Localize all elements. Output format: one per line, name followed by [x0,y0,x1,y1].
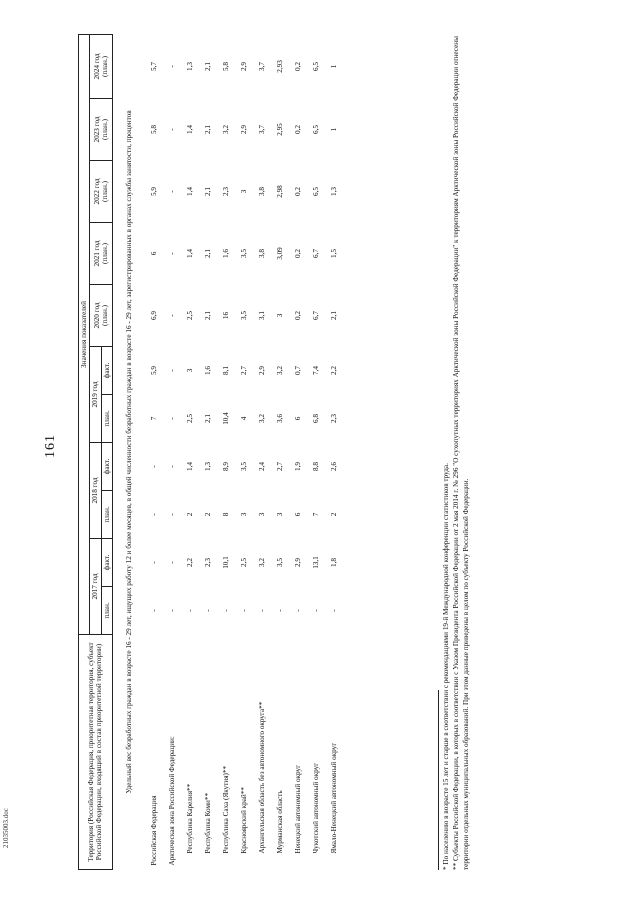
value-cell: 2 [329,512,338,517]
value-cell: - [167,513,176,516]
value-cell: 3 [185,368,194,373]
value-cell: 2,1 [329,311,338,320]
value-cell: - [149,513,158,516]
year-header-2017: 2017 год [90,539,101,635]
footnote-1: * По населению в возрасте 15 лет и старше в соответствии с рекомендациями 19-й Международной конференции статистиков труда. [442,463,450,870]
value-cell: 3,09 [275,247,284,260]
value-cell: 2,5 [185,311,194,320]
value-cell: - [167,65,176,68]
value-cell: - [203,609,212,612]
value-cell: 2,1 [203,187,212,196]
value-cell: 1,3 [185,61,194,71]
value-cell: 16 [221,311,230,320]
year-header-2019: 2019 год [90,347,101,443]
value-cell: - [275,609,284,612]
value-cell: 6,5 [311,187,320,196]
value-cell: 2 [203,512,212,517]
value-cell: 6,5 [311,61,320,71]
value-cell: 2,3 [329,414,338,423]
value-cell: - [149,561,158,564]
territory-name: Арктическая зона Российской Федерации: [167,736,176,866]
value-cell: 4 [239,416,248,421]
value-cell: - [149,465,158,468]
territory-name: Архангельская область без автономного округа** [257,701,266,854]
value-cell: 5,8 [221,61,230,71]
value-cell: - [167,190,176,193]
value-cell: 2,5 [239,558,248,567]
territory-name: Ненецкий автономный округ [293,764,302,854]
table-row [289,34,307,869]
value-cell: 2,9 [239,61,248,71]
value-cell: 7 [311,512,320,517]
table-row [199,34,217,869]
value-cell: 2,7 [275,462,284,471]
values-group-header: Значения показателей [79,34,90,634]
value-cell: - [293,609,302,612]
table-row [235,34,253,869]
value-cell: 0,2 [293,249,302,258]
value-cell: 1,3 [329,187,338,196]
plan-year-header-2020: 2020 год (план.) [90,285,113,347]
value-cell: - [221,609,230,612]
value-cell: 8 [221,512,230,517]
value-cell: 2,1 [203,125,212,134]
value-cell: 3,7 [257,125,266,134]
value-cell: 3,5 [239,462,248,471]
value-cell: 10,4 [221,412,230,425]
fact-subheader: факт. [101,539,112,587]
value-cell: 0,2 [293,187,302,196]
rotated-page-content [78,35,528,870]
plan-subheader: план. [101,491,112,539]
territory-name: Российская Федерация [149,795,158,866]
value-cell: 3,2 [221,125,230,134]
value-cell: - [329,609,338,612]
value-cell: 0,2 [293,311,302,320]
value-cell: - [311,609,320,612]
value-cell: 2,4 [257,462,266,471]
value-cell: 6,5 [311,125,320,134]
value-cell: 0,2 [293,61,302,71]
value-cell: 6 [293,512,302,517]
value-cell: 3,2 [275,366,284,375]
indicator-table [78,34,343,870]
value-cell: 8,1 [221,366,230,375]
value-cell: - [167,128,176,131]
plan-year-header-2023: 2023 год (план.) [90,99,113,161]
territory-name: Красноярский край** [239,787,248,854]
territory-name: Республика Карелия** [185,783,194,854]
value-cell: 2,1 [203,414,212,423]
value-cell: 2,9 [293,558,302,567]
table-row [325,34,343,869]
value-cell: 7 [149,416,158,421]
value-cell: - [167,417,176,420]
value-cell: - [167,609,176,612]
value-cell: 13,1 [311,556,320,569]
value-cell: 3 [239,512,248,517]
value-cell: 6 [293,416,302,421]
plan-year-header-2024: 2024 год (план.) [90,34,113,98]
value-cell: 3 [257,512,266,517]
value-cell: 1,8 [329,558,338,567]
value-cell: 3,7 [257,61,266,71]
value-cell: 2,98 [275,185,284,198]
plan-subheader: план. [101,587,112,635]
value-cell: 2 [185,512,194,517]
table-row [307,34,325,869]
year-header-2018: 2018 год [90,443,101,539]
value-cell: 5,9 [149,187,158,196]
value-cell: 7,4 [311,366,320,375]
value-cell: 8,9 [221,462,230,471]
value-cell: 3,2 [257,414,266,423]
value-cell: 2,3 [221,187,230,196]
value-cell: 3,8 [257,249,266,258]
value-cell: 5,7 [149,61,158,71]
value-cell: 2,1 [203,249,212,258]
territory-header: Территория (Российская Федерация, приоритетная территория, субъект Российской Федерации, входящий в состав приоритетной территории) [79,635,113,870]
value-cell: 3 [239,189,248,194]
value-cell: - [167,561,176,564]
table-row [145,34,163,869]
value-cell: 1,5 [329,249,338,258]
value-cell: 0,7 [293,366,302,375]
fact-subheader: факт. [101,443,112,491]
value-cell: 2,93 [275,60,284,73]
value-cell: 3,6 [275,414,284,423]
value-cell: - [149,609,158,612]
indicator-title: Удельный вес безработных граждан в возрасте 16 - 29 лет, ищущих работу 12 и более месяцев, в общей численности безработных граждан в возрасте 16 - 29 лет, зарегистрированных в органах службы занятости, процентов [124,110,133,794]
value-cell: 2,6 [329,462,338,471]
value-cell: 2,9 [239,125,248,134]
plan-subheader: план. [101,395,112,443]
territory-name: Мурманская область [275,790,284,854]
value-cell: 5,9 [149,366,158,375]
footnote-2: ** Субъекты Российской Федерации, в которых в соответствии с Указом Президента Российской Федерации от 2 мая 2014 г. № 296 "О сухопутных территориях Арктической зоны Российской Федерации" к территориям Арктической зоны Российской Федерации отнесены территории отдельных муниципальных образований. При этом данные приведены в целом по субъекту Российской Федерации. [452,36,470,870]
value-cell: - [167,314,176,317]
value-cell: 1,4 [185,187,194,196]
value-cell: 6,7 [311,311,320,320]
value-cell: 3 [275,313,284,318]
value-cell: 3,2 [257,558,266,567]
value-cell: 2,95 [275,123,284,136]
value-cell: - [239,609,248,612]
value-cell: - [257,609,266,612]
document-code: 21035003.doc [2,808,10,848]
value-cell: 1,3 [203,462,212,471]
value-cell: 1,6 [203,366,212,375]
value-cell: 1,4 [185,125,194,134]
value-cell: 6,9 [149,311,158,320]
territory-name: Республика Коми** [203,792,212,854]
value-cell: 3,8 [257,187,266,196]
value-cell: 1,9 [293,462,302,471]
table-row [271,34,289,869]
territory-name: Чукотский автономный округ [311,762,320,854]
value-cell: - [167,252,176,255]
value-cell: 2,2 [329,366,338,375]
value-cell: 2,2 [185,558,194,567]
value-cell: 1 [329,64,338,69]
plan-year-header-2022: 2022 год (план.) [90,161,113,223]
value-cell: 3,1 [257,311,266,320]
value-cell: 6,7 [311,249,320,258]
value-cell: 6 [149,251,158,256]
value-cell: 2,7 [239,366,248,375]
table-row [253,34,271,869]
value-cell: - [167,465,176,468]
value-cell: 3,5 [239,249,248,258]
value-cell: 6,8 [311,414,320,423]
footnote-divider [438,690,439,870]
territory-name: Республика Саха (Якутия)** [221,765,230,854]
value-cell: 10,1 [221,556,230,569]
value-cell: 1 [329,127,338,132]
page-number: 161 [43,434,58,458]
value-cell: 3 [275,512,284,517]
value-cell: 2,5 [185,414,194,423]
territory-name: Ямало-Ненецкий автономный округ [329,742,338,854]
value-cell: 1,4 [185,462,194,471]
value-cell: - [185,609,194,612]
value-cell: 5,8 [149,125,158,134]
value-cell: 3,5 [275,558,284,567]
table-row [181,34,199,869]
value-cell: 2,1 [203,311,212,320]
value-cell: - [167,369,176,372]
value-cell: 2,1 [203,61,212,71]
plan-year-header-2021: 2021 год (план.) [90,223,113,285]
value-cell: 3,5 [239,311,248,320]
value-cell: 8,8 [311,462,320,471]
value-cell: 2,3 [203,558,212,567]
value-cell: 2,9 [257,366,266,375]
value-cell: 1,4 [185,249,194,258]
value-cell: 1,6 [221,249,230,258]
table-row [163,34,181,869]
footnotes [438,35,472,870]
value-cell: 0,2 [293,125,302,134]
table-row [217,34,235,869]
fact-subheader: факт. [101,347,112,395]
